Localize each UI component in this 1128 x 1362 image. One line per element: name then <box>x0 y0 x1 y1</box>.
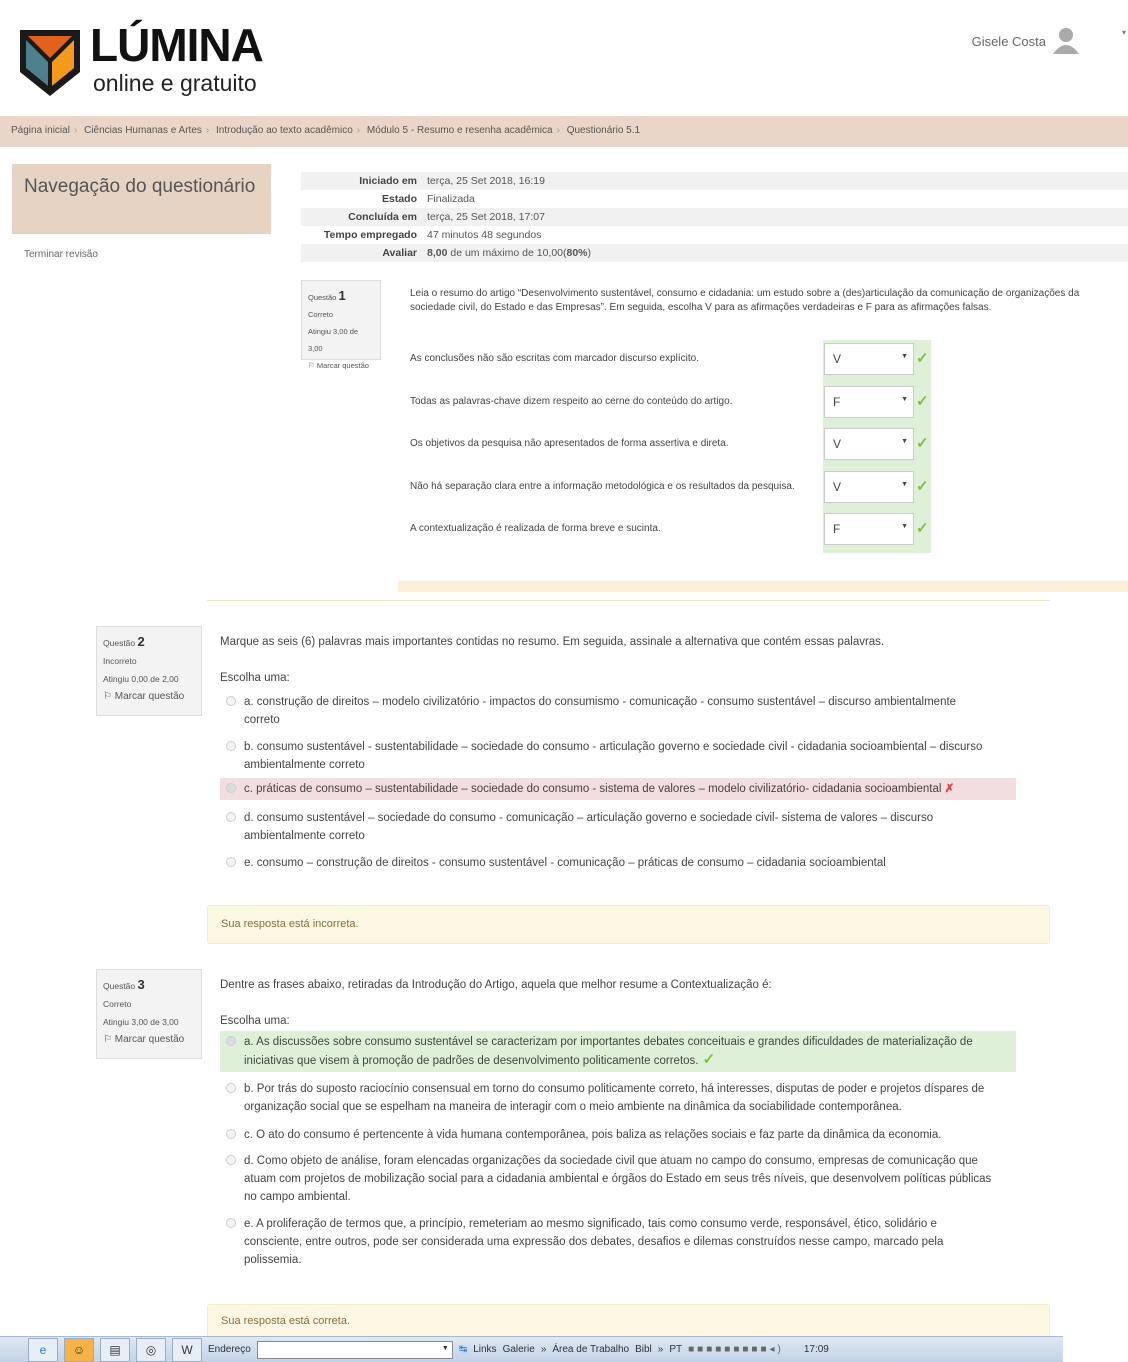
statement-text: Não há separação clara entre a informação metodológica e os resultados da pesquisa. <box>410 481 795 492</box>
grade-text: de um máximo de 10,00( <box>447 247 567 259</box>
answer-select[interactable] <box>824 513 914 545</box>
answer-option[interactable] <box>220 1150 1016 1208</box>
avatar-icon <box>1052 26 1080 56</box>
radio-button[interactable] <box>226 741 236 751</box>
finish-review-link[interactable]: Terminar revisão <box>24 249 98 260</box>
breadcrumb: Página inicial › Ciências Humanas e Artes › Introdução ao texto acadêmico › Módulo 5 - Resumo e resenha acadêmica › Questionário 5.1 <box>0 116 1128 147</box>
language-indicator[interactable]: PT <box>669 1344 683 1355</box>
choose-one-label: Escolha uma: <box>220 672 290 684</box>
answer-select[interactable] <box>824 471 914 503</box>
radio-button[interactable] <box>226 1218 236 1228</box>
answer-option[interactable] <box>220 807 1016 847</box>
tray-icons[interactable]: ■■■■■■■■■◂) <box>688 1344 784 1355</box>
radio-button[interactable] <box>226 1129 236 1139</box>
window-icon[interactable]: ▤ <box>100 1338 130 1362</box>
correct-check-icon: ✓ <box>916 393 929 410</box>
desktop-link[interactable]: Área de Trabalho <box>552 1344 630 1355</box>
flag-label: Marcar questão <box>114 1034 185 1045</box>
media-icon[interactable]: ◎ <box>136 1338 166 1362</box>
breadcrumb-course[interactable]: Introdução ao texto acadêmico <box>216 125 353 136</box>
flag-question-button[interactable] <box>308 357 374 374</box>
grade-value <box>427 244 591 262</box>
quiz-navigation-title: Navegação do questionário <box>12 164 271 234</box>
divider-strip <box>398 581 1128 592</box>
breadcrumb-quiz[interactable]: Questionário 5.1 <box>566 125 641 136</box>
statement-text: Todas as palavras-chave dizem respeito ao cerne do conteúdo do artigo. <box>410 396 733 407</box>
dropdown-arrow-icon: ▼ <box>901 438 908 445</box>
option-text: c. O ato do consumo é pertencente à vida humana contemporânea, pois baliza as relações sociais e faz parte da dinâmica da economia. <box>244 1129 942 1141</box>
ie-icon[interactable]: e <box>28 1338 58 1362</box>
question-label: Questão <box>308 293 337 302</box>
galerie-link[interactable]: Galerie <box>502 1344 535 1355</box>
flag-icon: ⚐ <box>103 1034 112 1045</box>
answer-select[interactable] <box>824 343 914 375</box>
radio-button[interactable] <box>226 783 236 793</box>
grade-close: ) <box>587 247 592 259</box>
answer-option[interactable] <box>220 736 1016 776</box>
summary-label: Tempo empregado <box>323 229 417 241</box>
question-status: Correto <box>103 999 132 1009</box>
breadcrumb-category[interactable]: Ciências Humanas e Artes <box>84 125 202 136</box>
answer-option[interactable] <box>220 1031 1016 1072</box>
flag-icon: ⚐ <box>103 691 112 702</box>
radio-button[interactable] <box>226 812 236 822</box>
bibl-link[interactable]: Bibl <box>635 1344 652 1355</box>
option-text: b. consumo sustentável - sustentabilidade – sociedade do consumo - articulação governo e sociedade civil - cidadania socioambiental – discurso ambientalmente correto <box>244 741 983 771</box>
option-text: a. As discussões sobre consumo sustentável se caracterizam por importantes debates conceituais e grandes dificuldades de materialização de iniciativas que visem à promoção de padrões de desenvolvimento politicamente corretos. <box>244 1036 973 1067</box>
links-label[interactable]: Links <box>473 1344 497 1355</box>
attempt-summary-table <box>301 172 1128 262</box>
correct-check-icon: ✓ <box>916 520 929 537</box>
flag-question-button[interactable] <box>103 1031 195 1049</box>
question-score: Atingiu 0,00 de 2,00 <box>103 674 179 684</box>
selected-value: V <box>833 480 842 494</box>
choose-one-label: Escolha uma: <box>220 1015 290 1027</box>
caret-down-icon[interactable]: ▾ <box>1121 28 1126 37</box>
question-score: Atingiu 3,00 de 3,00 <box>103 1017 179 1027</box>
question-status: Correto <box>308 310 334 319</box>
selected-value: F <box>833 395 841 409</box>
correct-check-icon: ✓ <box>698 1051 716 1068</box>
dropdown-arrow-icon: ▼ <box>901 523 908 530</box>
question-2-feedback: Sua resposta está incorreta. <box>207 905 1050 944</box>
question-number: 1 <box>338 288 346 303</box>
option-text: d. consumo sustentável – sociedade do consumo - comunicação – articulação governo e sociedade civil- sistema de valores – discurso ambientalmente correto <box>244 812 934 842</box>
summary-label: Concluída em <box>348 211 417 223</box>
question-1-text: Leia o resumo do artigo “Desenvolvimento sustentável, consumo e cidadania: um estudo sobre a (des)articulação da comunicação de organizações da sociedade civil, do Estado e das Empresas”. Em seguida, escolha V para as afirmações verdadeiras e F para as afirmações falsas. <box>410 288 1080 313</box>
selected-value: V <box>833 437 842 451</box>
correct-check-icon: ✓ <box>916 435 929 452</box>
selected-value: V <box>833 352 842 366</box>
answer-option[interactable] <box>220 852 1016 874</box>
question-3-text: Dentre as frases abaixo, retiradas da Introdução do Artigo, aquela que melhor resume a Contextualização é: <box>220 979 772 991</box>
correct-check-icon: ✓ <box>916 350 929 367</box>
breadcrumb-home[interactable]: Página inicial <box>11 125 70 136</box>
flag-question-button[interactable] <box>103 688 195 706</box>
grade-pct: 80% <box>566 247 588 259</box>
answer-option[interactable] <box>220 1124 1016 1146</box>
summary-value: 47 minutos 48 segundos <box>427 229 542 241</box>
flag-icon: ⚐ <box>308 361 315 370</box>
dropdown-arrow-icon: ▼ <box>901 396 908 403</box>
summary-label: Avaliar <box>382 247 417 259</box>
summary-label: Estado <box>381 193 417 205</box>
breadcrumb-module[interactable]: Módulo 5 - Resumo e resenha acadêmica <box>366 125 553 136</box>
answer-option[interactable] <box>220 1078 1016 1118</box>
answer-option[interactable] <box>220 778 1016 800</box>
radio-button[interactable] <box>226 1155 236 1165</box>
flag-label: Marcar questão <box>114 691 185 702</box>
option-text: e. consumo – construção de direitos - consumo sustentável - comunicação – práticas de consumo – cidadania socioambiental <box>244 857 886 869</box>
dropdown-arrow-icon: ▼ <box>901 481 908 488</box>
statement-text: Os objetivos da pesquisa não apresentados de forma assertiva e direta. <box>410 438 729 449</box>
question-2-info <box>96 626 202 716</box>
radio-button[interactable] <box>226 696 236 706</box>
option-text: a. construção de direitos – modelo civilizatório - impactos do consumismo - comunicação - consumo sustentável – discurso ambientalmente correto <box>244 696 957 726</box>
summary-value: terça, 25 Set 2018, 17:07 <box>427 211 545 223</box>
radio-button[interactable] <box>226 857 236 867</box>
answer-option[interactable] <box>220 691 1016 731</box>
summary-label: Iniciado em <box>359 175 417 187</box>
option-text: b. Por trás do suposto raciocínio consensual em torno do consumo politicamente correto, há interesses, disputas de poder e projetos díspares de organização social que se espelham na maneira de interagir com o meio ambiente na dinâmica da sociabilidade contemporânea. <box>244 1083 985 1113</box>
chevron-icon[interactable]: » <box>540 1344 547 1355</box>
clock: 17:09 <box>803 1344 829 1355</box>
answer-select[interactable] <box>824 428 914 460</box>
question-number: 3 <box>137 977 145 992</box>
lumina-logo-icon <box>18 28 82 98</box>
grade-bold: 8,00 <box>427 247 448 259</box>
logo-subtitle: online e gratuito <box>93 70 257 96</box>
selected-value: F <box>833 522 841 536</box>
logo-title: LÚMINA <box>90 19 263 71</box>
option-text: c. práticas de consumo – sustentabilidade – sociedade do consumo - sistema de valores – modelo civilizatório- cidadania socioambiental <box>244 783 942 795</box>
flag-label: Marcar questão <box>316 361 369 370</box>
question-number: 2 <box>137 634 145 649</box>
chevron-icon[interactable]: » <box>657 1344 664 1355</box>
word-icon[interactable]: W <box>172 1338 202 1362</box>
question-status: Incorreto <box>103 656 137 666</box>
question-3-info <box>96 969 202 1059</box>
option-text: d. Como objeto de análise, foram elencadas organizações da sociedade civil que atuam no campo do consumo, empresas de comunicação que atuam com projetos de mobilização social para a cidadania ambiental e órgãos do Estado em seus três níveis, que desenvolvem políticas públicas no campo ambiental. <box>244 1155 992 1203</box>
radio-button[interactable] <box>226 1083 236 1093</box>
summary-value: Finalizada <box>427 193 475 205</box>
divider-line <box>207 600 1050 601</box>
question-2-text: Marque as seis (6) palavras mais importantes contidas no resumo. Em seguida, assinale a alternativa que contém essas palavras. <box>220 636 885 648</box>
question-score: Atingiu 3,00 de 3,00 <box>308 327 359 353</box>
go-icon[interactable]: ↹ <box>458 1344 468 1355</box>
question-label: Questão <box>103 981 136 991</box>
user-menu[interactable] <box>972 26 1080 56</box>
summary-value: terça, 25 Set 2018, 16:19 <box>427 175 545 187</box>
statement-text: As conclusões não são escritas com marcador discurso explícito. <box>410 353 700 364</box>
dropdown-arrow-icon: ▼ <box>901 353 908 360</box>
windows-taskbar <box>0 1336 1063 1362</box>
address-input[interactable]: ▼ <box>257 1341 453 1359</box>
address-label: Endereço <box>208 1344 251 1355</box>
user-name: Gisele Costa <box>971 33 1046 49</box>
radio-button[interactable] <box>226 1036 236 1046</box>
statement-text: A contextualização é realizada de forma breve e sucinta. <box>410 523 661 534</box>
incorrect-x-icon: ✗ <box>941 783 955 795</box>
answer-select[interactable] <box>824 386 914 418</box>
answer-option[interactable] <box>220 1213 1016 1271</box>
question-3-feedback: Sua resposta está correta. <box>207 1304 1050 1338</box>
option-text: e. A proliferação de termos que, a princípio, remeteriam ao mesmo significado, tais como consumo verde, responsável, ético, solidário e consciente, entre outros, pode ser considerada uma expressão dos debates, desafios e dilemas construídos nesse campo, marcado pela polissemia. <box>244 1218 944 1266</box>
question-label: Questão <box>103 638 136 648</box>
correct-check-icon: ✓ <box>916 478 929 495</box>
app-icon[interactable]: ☺ <box>64 1338 94 1362</box>
question-1-info <box>301 280 381 370</box>
